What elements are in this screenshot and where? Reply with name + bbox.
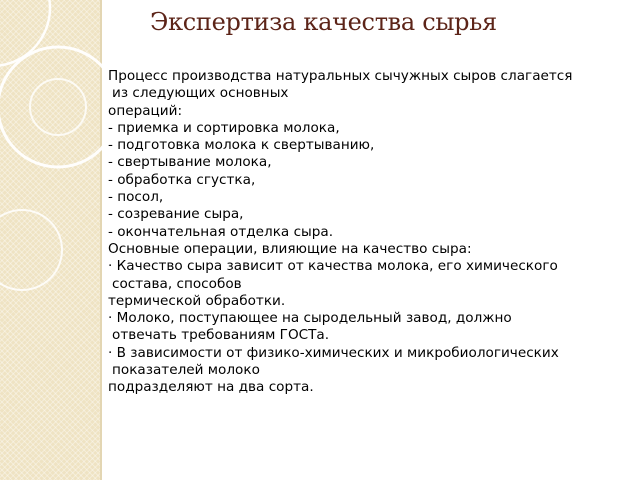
list-item: - созревание сыра, [108, 206, 244, 223]
band-divider [100, 0, 102, 480]
body-line: состава, способов [112, 275, 242, 292]
body-line: Основные операции, влияющие на качество сыра: [108, 240, 472, 257]
list-item: - приемка и сортировка молока, [108, 119, 340, 136]
body-line: Процесс производства натуральных сычужных сыров слагается [108, 68, 573, 84]
body-line: подразделяют на два сорта. [108, 379, 314, 396]
decorative-side-band [0, 0, 100, 480]
bullet-item: · В зависимости от физико-химических и микробиологических [108, 344, 559, 361]
bullet-item: · Молоко, поступающее на сыродельный завод, должно [108, 310, 512, 327]
list-item: - окончательная отделка сыра. [108, 223, 334, 240]
body-line: показателей молоко [112, 362, 260, 379]
body-line: операций: [108, 102, 183, 119]
body-line: термической обработки. [108, 292, 286, 309]
bullet-item: · Качество сыра зависит от качества молока, его химического [108, 258, 558, 275]
slide-body [108, 68, 636, 397]
list-item: - подготовка молока к свертыванию, [108, 137, 375, 154]
list-item: - обработка сгустка, [108, 171, 256, 188]
list-item: - свертывание молока, [108, 154, 272, 171]
list-item: - посол, [108, 189, 164, 206]
slide-title: Экспертиза качества сырья [150, 8, 497, 36]
body-line: отвечать требованиям ГОСТа. [112, 327, 330, 344]
body-line: из следующих основных [112, 85, 289, 102]
